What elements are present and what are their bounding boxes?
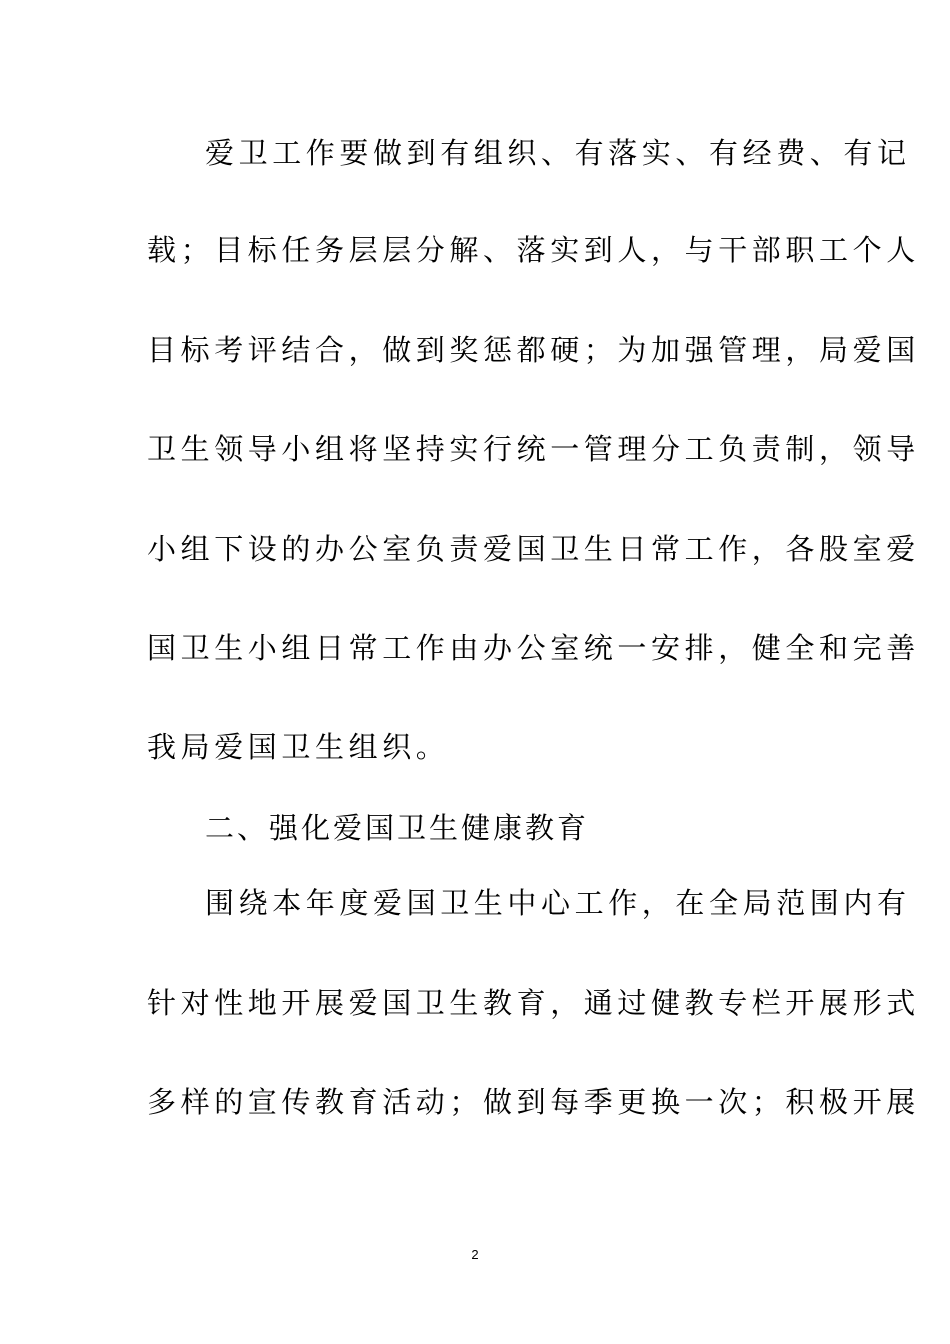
paragraph-line: 国卫生小组日常工作由办公室统一安排，健全和完善: [147, 631, 920, 665]
paragraph-line: 小组下设的办公室负责爱国卫生日常工作，各股室爱: [147, 532, 920, 566]
paragraph-line: 载；目标任务层层分解、落实到人，与干部职工个人: [147, 233, 920, 267]
page-number: 2: [471, 1247, 479, 1262]
paragraph-line: 我局爱国卫生组织。: [147, 730, 450, 764]
paragraph-line: 多样的宣传教育活动；做到每季更换一次；积极开展: [147, 1085, 920, 1119]
paragraph-line: 卫生领导小组将坚持实行统一管理分工负责制，领导: [147, 432, 920, 466]
paragraph-line: 围绕本年度爱国卫生中心工作，在全局范围内有: [205, 886, 911, 920]
paragraph-line: 目标考评结合，做到奖惩都硬；为加强管理，局爱国: [147, 333, 920, 367]
section-heading: 二、强化爱国卫生健康教育: [205, 811, 590, 845]
paragraph-line: 爱卫工作要做到有组织、有落实、有经费、有记: [205, 136, 911, 170]
paragraph-line: 针对性地开展爱国卫生教育，通过健教专栏开展形式: [147, 986, 920, 1020]
